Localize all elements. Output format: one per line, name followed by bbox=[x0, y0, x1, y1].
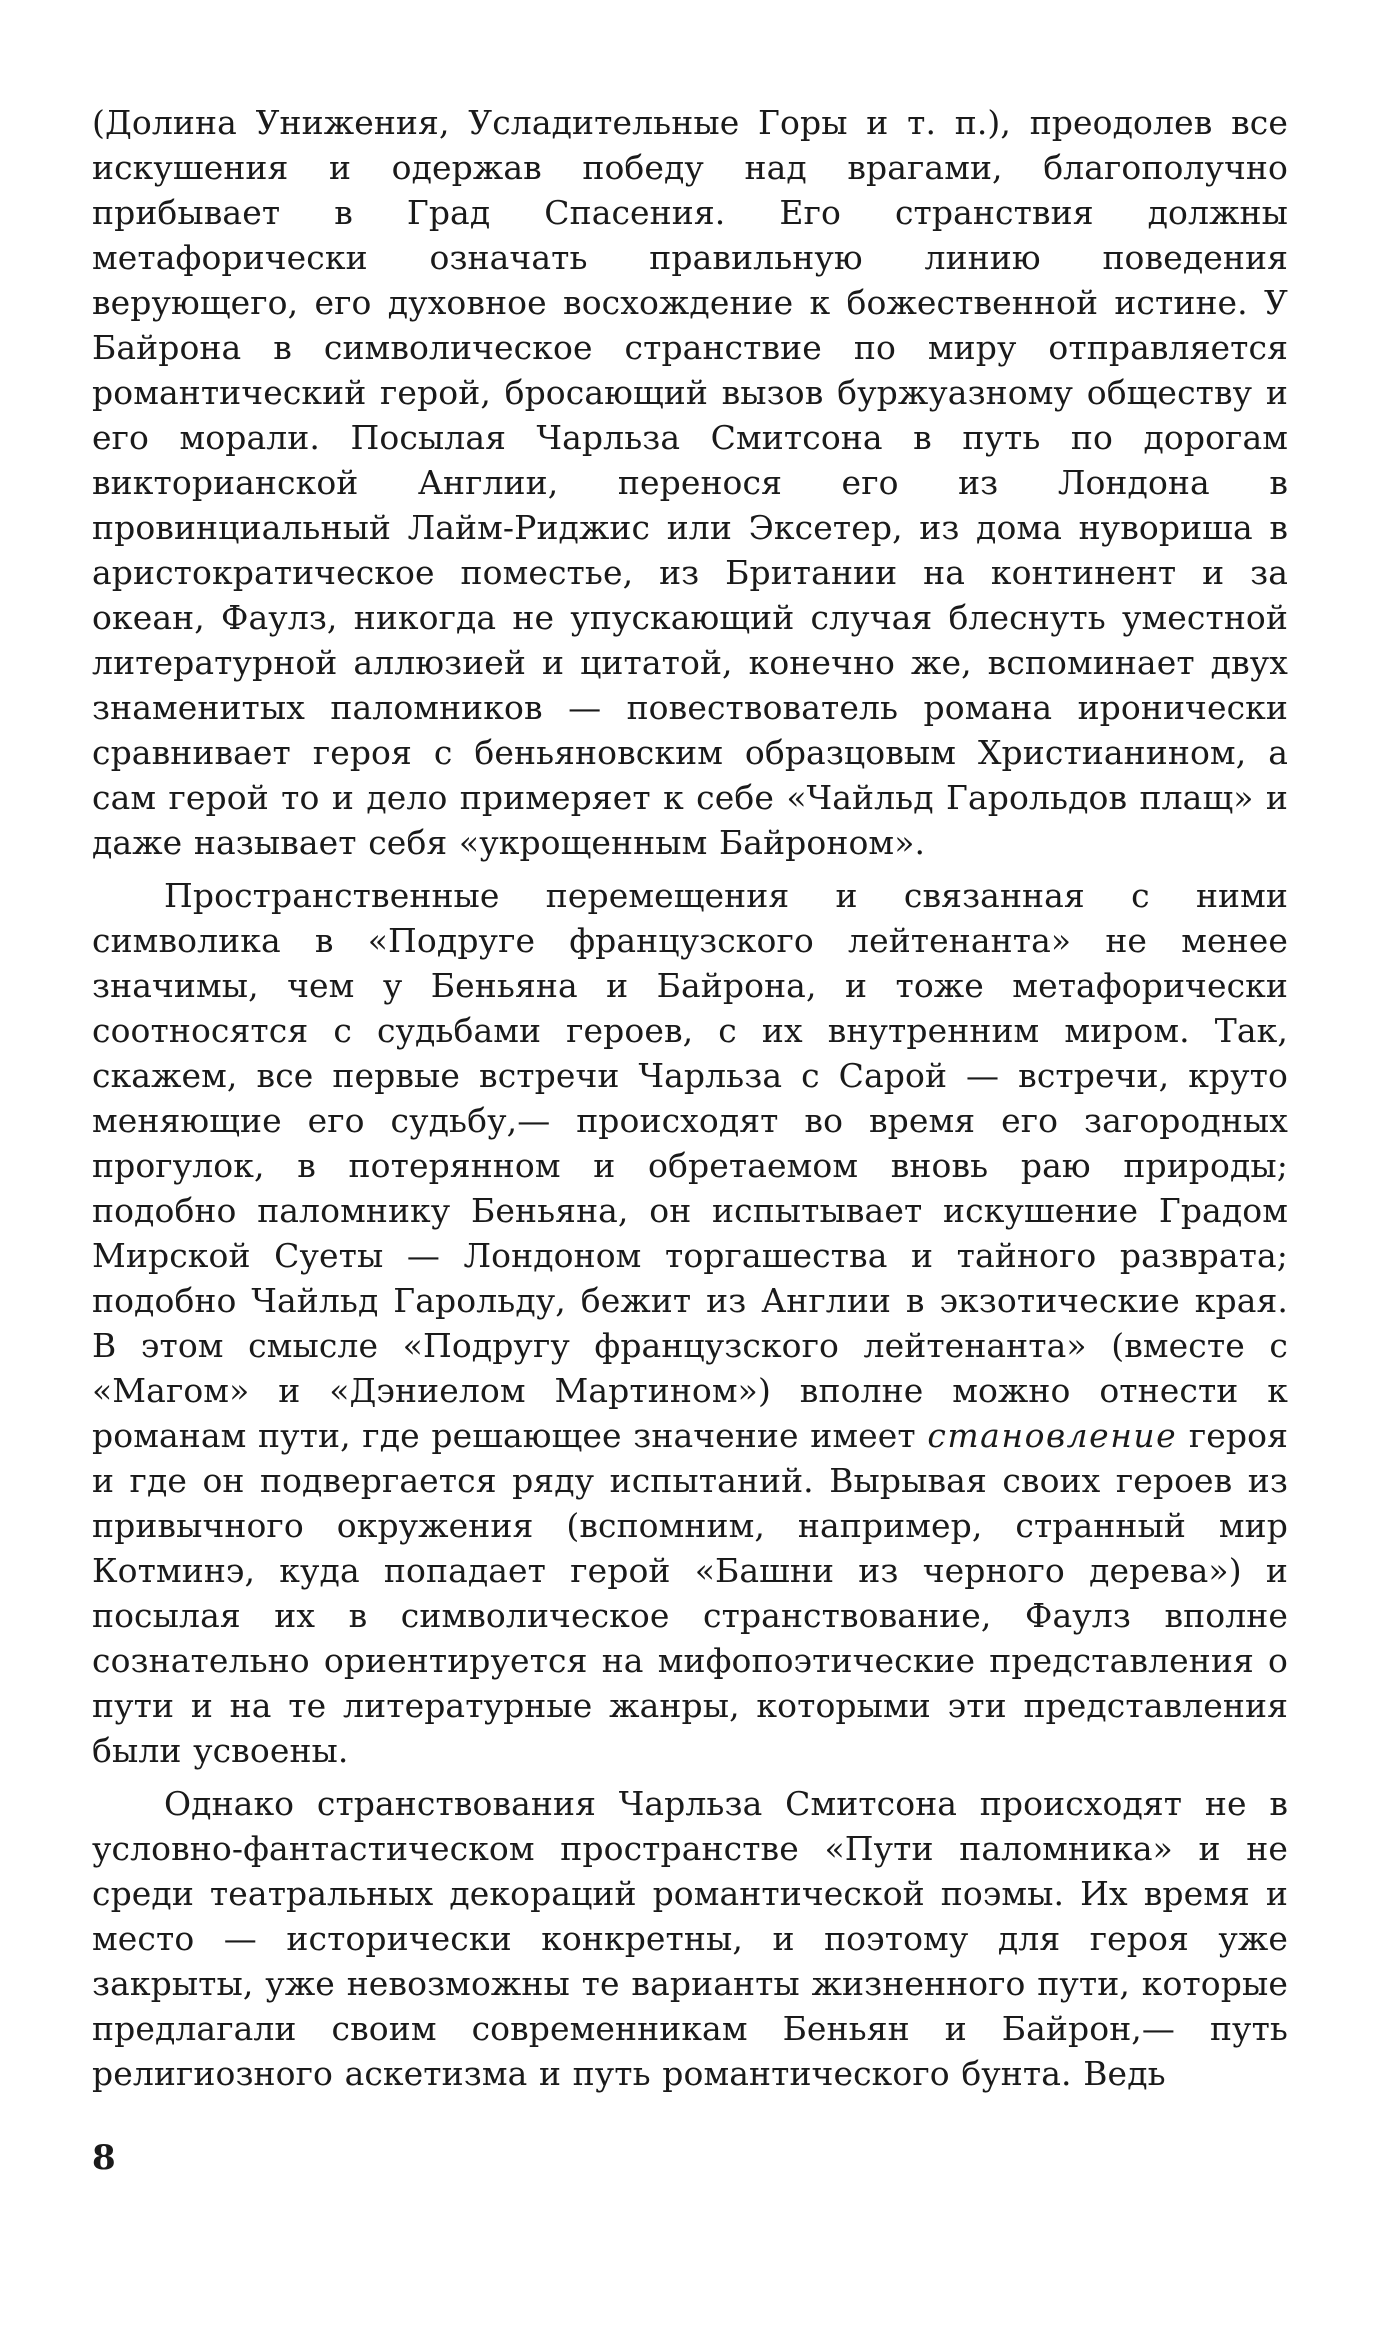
paragraph-2-text-start: Пространственные перемещения и связанная с ними символика в «Подруге французского лейтенанта» не менее значимы, чем у Беньяна и Байрона, и тоже метафорически соотносятся с судьбами героев, с их внутренним миром. Так, скажем, все первые встречи Чарльза с Сарой — встречи, круто меняющие его судьбу,— происходят во время его загородных прогулок, в потерянном и обретаемом вновь раю природы; подобно паломнику Беньяна, он испытывает искушение Градом Мирской Суеты — Лондоном торгашества и тайного разврата; подобно Чайльд Гарольду, бежит из Англии в экзотические края. В этом смысле «Подругу французского лейтенанта» (вместе с «Магом» и «Дэниелом Мартином») вполне можно отнести к романам пути, где решающее значение имеет bbox=[92, 876, 1288, 1455]
paragraph-2 bbox=[92, 873, 1288, 1773]
paragraph-1: (Долина Унижения, Усладительные Горы и т. п.), преодолев все искушения и одержав победу над врагами, благополучно прибывает в Град Спасения. Его странствия должны метафорически означать правильную линию поведения верующего, его духовное восхождение к божественной истине. У Байрона в символическое странствие по миру отправляется романтический герой, бросающий вызов буржуазному обществу и его морали. Посылая Чарльза Смитсона в путь по дорогам викторианской Англии, перенося его из Лондона в провинциальный Лайм-Риджис или Эксетер, из дома нувориша в аристократическое поместье, из Британии на континент и за океан, Фаулз, никогда не упускающий случая блеснуть уместной литературной аллюзией и цитатой, конечно же, вспоминает двух знаменитых паломников — повествователь романа иронически сравнивает героя с беньяновским образцовым Христианином, а сам герой то и дело примеряет к себе «Чайльд Гарольдов плащ» и даже называет себя «укрощенным Байроном». bbox=[92, 103, 1288, 862]
paragraph-2-text-end: героя и где он подвергается ряду испытаний. Вырывая своих героев из привычного окружения (вспомним, например, странный мир Котминэ, куда попадает герой «Башни из черного дерева») и посылая их в символическое странствование, Фаулз вполне сознательно ориентируется на мифопоэтические представления о пути и на те литературные жанры, которыми эти представления были усвоены. bbox=[92, 1416, 1288, 1770]
paragraph-3: Однако странствования Чарльза Смитсона происходят не в условно-фантастическом пространстве «Пути паломника» и не среди театральных декораций романтической поэмы. Их время и место — исторически конкретны, и поэтому для героя уже закрыты, уже невозможны те варианты жизненного пути, которые предлагали своим современникам Беньян и Байрон,— путь религиозного аскетизма и путь романтического бунта. Ведь bbox=[92, 1784, 1288, 2093]
page-number: 8 bbox=[92, 2138, 116, 2178]
page-body bbox=[92, 100, 1288, 2096]
italic-term: становление bbox=[927, 1416, 1178, 1455]
